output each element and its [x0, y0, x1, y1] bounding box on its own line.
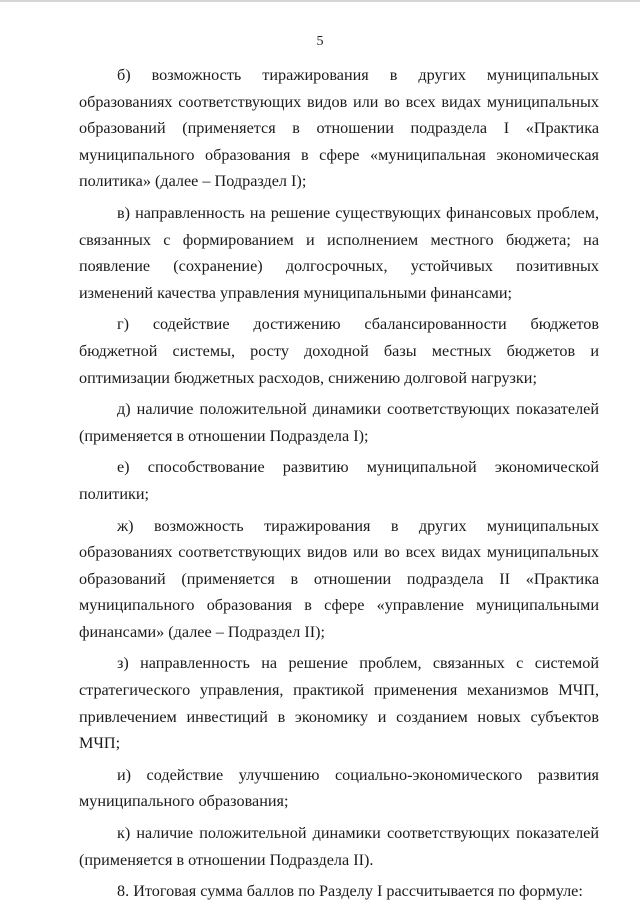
paragraph-k: к) наличие положительной динамики соответствующих показателей (применяется в отношении Подраздела II). — [79, 824, 599, 869]
paragraph-zh: ж) возможность тиражирования в других муниципальных образованиях соответствующих видов или во всех видах муниципальных образований (применяется в отношении подраздела II «Практика муниципального образования в сфере «управление муниципальными финансами» (далее – Подраздел II); — [79, 516, 599, 641]
paragraph-d: д) наличие положительной динамики соответствующих показателей (применяется в отношении Подраздела I); — [79, 400, 599, 445]
top-edge-line — [0, 0, 640, 2]
paragraph-g: г) содействие достижению сбалансированности бюджетов бюджетной системы, росту доходной базы местных бюджетов и оптимизации бюджетных расходов, снижению долговой нагрузки; — [79, 315, 599, 387]
paragraph-b: б) возможность тиражирования в других муниципальных образованиях соответствующих видов или во всех видах муниципальных образований (применяется в отношении подраздела I «Практика муниципального образования в сфере «муниципальная экономическая политика» (далее – Подраздел I); — [79, 66, 599, 191]
paragraph-e: е) способствование развитию муниципальной экономической политики; — [79, 458, 599, 503]
paragraph-z: з) направленность на решение проблем, связанных с системой стратегического управления, практикой применения механизмов МЧП, привлечением инвестиций в экономику и созданием новых субъектов МЧП; — [79, 654, 599, 753]
paragraph-i: и) содействие улучшению социально-экономического развития муниципального образования; — [79, 765, 599, 811]
paragraph-v: в) направленность на решение существующих финансовых проблем, связанных с формированием и исполнением местного бюджета; на появление (сохранение) долгосрочных, устойчивых позитивных изменений качества управления муниципальными финансами; — [79, 203, 599, 302]
paragraph-8: 8. Итоговая сумма баллов по Разделу I рассчитывается по формуле: — [117, 882, 583, 901]
page-number: 5 — [316, 34, 324, 49]
document-body — [79, 62, 599, 905]
